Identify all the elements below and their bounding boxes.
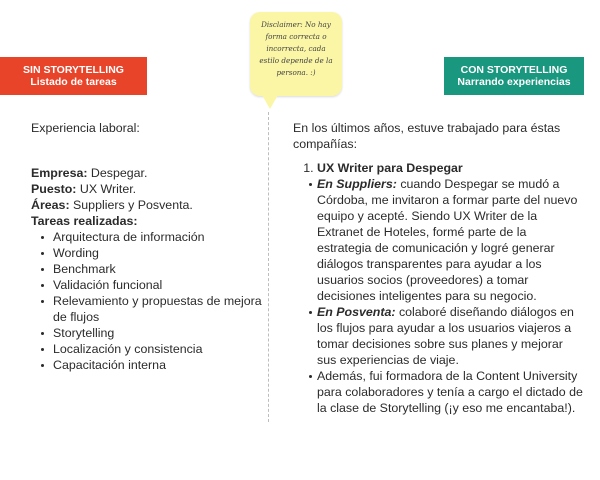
jobs-list (293, 160, 583, 416)
disclaimer-note (250, 12, 342, 96)
con-storytelling-badge (444, 57, 584, 95)
areas-line (31, 197, 263, 213)
note-text: Disclaimer: No hay forma correcta o incorrecta, cada estilo depende de la persona. :) (259, 20, 333, 77)
list-item: Storytelling (53, 325, 263, 341)
tasks-heading: Tareas realizadas: (31, 214, 138, 228)
role-value: UX Writer. (76, 182, 137, 196)
right-column (293, 120, 583, 416)
badge-title: CON STORYTELLING (460, 64, 568, 76)
company-line (31, 165, 263, 181)
right-intro: En los últimos años, estuve trabajado para éstas compañías: (293, 121, 561, 151)
list-item: Validación funcional (53, 277, 263, 293)
posventa-text: colaboré diseñando diálogos en los flujos para ayudar a los usuarios viajeros a tomar decisiones sobre sus planes y mejorar sus experiencias de viaje. (317, 305, 574, 367)
tasks-list (31, 229, 263, 373)
job-details (305, 176, 583, 416)
job-title: UX Writer para Despegar (317, 161, 463, 175)
posventa-item (317, 304, 583, 368)
company-value: Despegar. (87, 166, 148, 180)
company-label: Empresa: (31, 166, 88, 180)
posventa-label: En Posventa: (317, 305, 396, 319)
list-item: Relevamiento y propuestas de mejora de flujos (53, 294, 262, 324)
column-divider (268, 112, 269, 422)
areas-label: Áreas: (31, 198, 70, 212)
suppliers-label: En Suppliers: (317, 177, 397, 191)
list-item: Localización y consistencia (53, 341, 263, 357)
badge-title: SIN STORYTELLING (23, 64, 124, 76)
areas-value: Suppliers y Posventa. (69, 198, 193, 212)
left-intro: Experiencia laboral: (31, 121, 140, 135)
list-item: Benchmark (53, 261, 263, 277)
suppliers-text: cuando Despegar se mudó a Córdoba, me invitaron a formar parte del nuevo equipo y acepté. Siendo UX Writer de la Extranet de Hoteles, formé parte de la estrategia de comunicación y logré generar diálogos transparentes para ayudar a los usuarios socios (proveedores) a tomar decisiones inteligentes para su negocio. (317, 177, 578, 303)
job-item (317, 160, 583, 416)
content-university-item: Además, fui formadora de la Content University para colaboradores y tenía a cargo el dictado de la clase de Storytelling (¡y eso me encantaba!). (317, 369, 583, 415)
suppliers-item (317, 176, 583, 304)
badge-subtitle: Narrando experiencias (457, 76, 571, 88)
badge-subtitle: Listado de tareas (30, 76, 117, 88)
list-item: Arquitectura de información (53, 229, 263, 245)
role-line (31, 181, 263, 197)
role-label: Puesto: (31, 182, 77, 196)
sin-storytelling-badge (0, 57, 147, 95)
note-tail (262, 95, 278, 109)
list-item: Capacitación interna (53, 357, 263, 373)
list-item: Wording (53, 245, 263, 261)
left-column (31, 120, 263, 373)
